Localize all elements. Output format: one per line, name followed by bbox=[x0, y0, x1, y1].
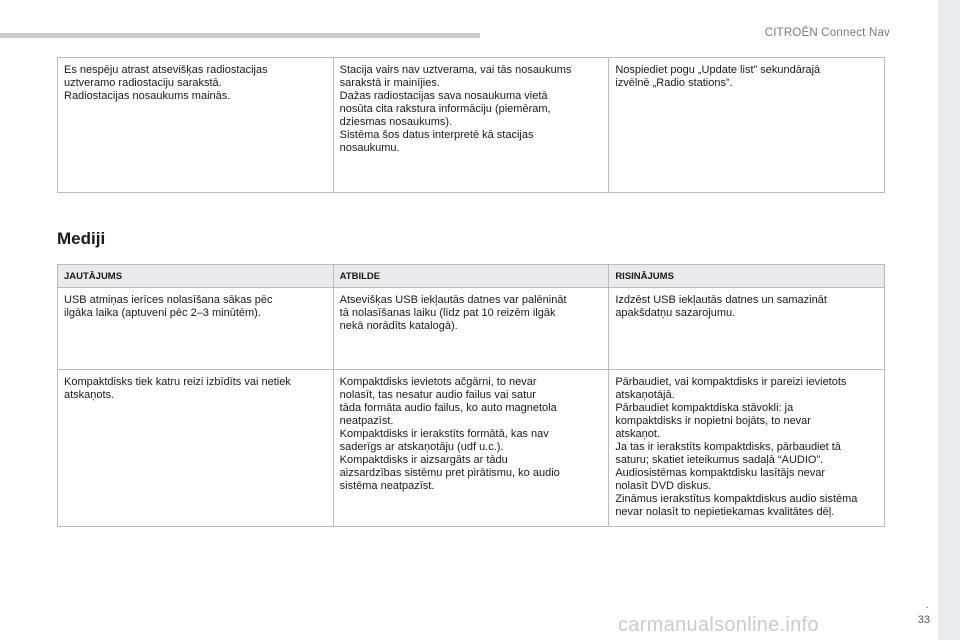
cell-line: Dažas radiostacijas sava nosaukuma vietā bbox=[339, 90, 548, 102]
cell-line: sistēma neatpazīst. bbox=[339, 480, 435, 492]
answer-cell bbox=[333, 58, 609, 193]
cell-line: saderīgs ar atskaņotāju (udf u.c.). bbox=[339, 441, 504, 453]
cell-line: dziesmas nosaukums). bbox=[339, 116, 453, 128]
cell-line: nolasīt DVD diskus. bbox=[615, 480, 712, 492]
cell-line: Radiostacijas nosaukums mainās. bbox=[64, 90, 231, 102]
cell-line: kompaktdisks ir nopietni bojāts, to nevar bbox=[615, 415, 811, 427]
watermark: carmanualsonline.info bbox=[618, 614, 819, 636]
cell-line: Audiosistēmas kompaktdisku lasītājs nevar bbox=[615, 467, 826, 479]
cell-line: Zināmus ierakstītus kompaktdiskus audio sistēma bbox=[615, 493, 858, 505]
cell-line: nevar nolasīt to nepietiekamas kvalitātes dēļ. bbox=[615, 506, 835, 518]
cell-line: apakšdatņu sazarojumu. bbox=[615, 307, 736, 319]
cell-line: neatpazīst. bbox=[339, 415, 394, 427]
cell-line: saturu; skatiet ieteikumus sadaļā “AUDIO”. bbox=[615, 454, 824, 466]
cell-line: Izdzēst USB iekļautās datnes un samazināt bbox=[615, 294, 827, 306]
cell-line: tāda formāta audio failus, ko auto magnetola bbox=[339, 402, 557, 414]
answer-cell bbox=[333, 288, 609, 370]
page-number: 33 bbox=[917, 614, 930, 626]
column-header-answer: ATBILDE bbox=[333, 265, 609, 288]
answer-cell bbox=[333, 370, 609, 527]
solution-cell bbox=[609, 288, 885, 370]
cell-line: nolasīt, tas nesatur audio failus vai satur bbox=[339, 389, 536, 401]
section-title: Mediji bbox=[57, 229, 106, 248]
cell-line: ilgāka laika (aptuveni pēc 2–3 minūtēm). bbox=[64, 307, 261, 319]
question-cell bbox=[58, 370, 334, 527]
cell-line: Sistēma šos datus interpretē kā stacijas bbox=[339, 129, 534, 141]
cell-line: atskaņot. bbox=[615, 428, 660, 440]
cell-line: tā nolasīšanas laiku (līdz pat 10 reizēm ilgāk bbox=[339, 307, 556, 319]
side-mark: . bbox=[925, 597, 929, 611]
cell-line: aizsardzības sistēmu pret pirātismu, ko audio bbox=[339, 467, 560, 479]
cell-line: Kompaktdisks ir ierakstīts formātā, kas nav bbox=[339, 428, 549, 440]
cell-line: uztveramo radiostaciju sarakstā. bbox=[64, 77, 222, 89]
column-header-solution: RISINĀJUMS bbox=[609, 265, 885, 288]
cell-line: izvēlnē „Radio stations”. bbox=[615, 77, 733, 89]
cell-line: Es nespēju atrast atsevišķas radiostacijas bbox=[64, 64, 268, 76]
question-cell bbox=[58, 58, 334, 193]
column-header-question: JAUTĀJUMS bbox=[58, 265, 334, 288]
cell-line: Atsevišķas USB iekļautās datnes var palēnināt bbox=[339, 294, 567, 306]
cell-line: Nospiediet pogu „Update list” sekundārajā bbox=[615, 64, 821, 76]
media-troubleshooting-table bbox=[57, 264, 885, 527]
cell-line: nekā norādīts katalogā). bbox=[339, 320, 458, 332]
cell-line: Kompaktdisks tiek katru reizi izbīdīts vai netiek bbox=[64, 376, 291, 388]
cell-line: atskaņots. bbox=[64, 389, 115, 401]
solution-cell bbox=[609, 58, 885, 193]
table-header-row bbox=[58, 265, 885, 288]
header-rule bbox=[0, 33, 480, 38]
cell-line: USB atmiņas ierīces nolasīšana sākas pēc bbox=[64, 294, 273, 306]
cell-line: nosūta cita rakstura informāciju (piemēram, bbox=[339, 103, 551, 115]
question-cell bbox=[58, 288, 334, 370]
table-row bbox=[58, 370, 885, 527]
solution-cell bbox=[609, 370, 885, 527]
side-tab bbox=[938, 0, 960, 640]
radio-troubleshooting-table bbox=[57, 57, 885, 193]
cell-line: Kompaktdisks ievietots ačgārni, to nevar bbox=[339, 376, 537, 388]
table-row bbox=[58, 288, 885, 370]
header-title: CITROËN Connect Nav bbox=[764, 27, 890, 39]
cell-line: Ja tas ir ierakstīts kompaktdisks, pārbaudiet tā bbox=[615, 441, 841, 453]
cell-line: nosaukumu. bbox=[339, 142, 400, 154]
cell-line: Pārbaudiet kompaktdiska stāvokli: ja bbox=[615, 402, 794, 414]
cell-line: Kompaktdisks ir aizsargāts ar tādu bbox=[339, 454, 508, 466]
cell-line: sarakstā ir mainījies. bbox=[339, 77, 440, 89]
table-row bbox=[58, 58, 885, 193]
cell-line: atskaņotājā. bbox=[615, 389, 675, 401]
cell-line: Stacija vairs nav uztverama, vai tās nosaukums bbox=[339, 64, 572, 76]
cell-line: Pārbaudiet, vai kompaktdisks ir pareizi ievietots bbox=[615, 376, 847, 388]
